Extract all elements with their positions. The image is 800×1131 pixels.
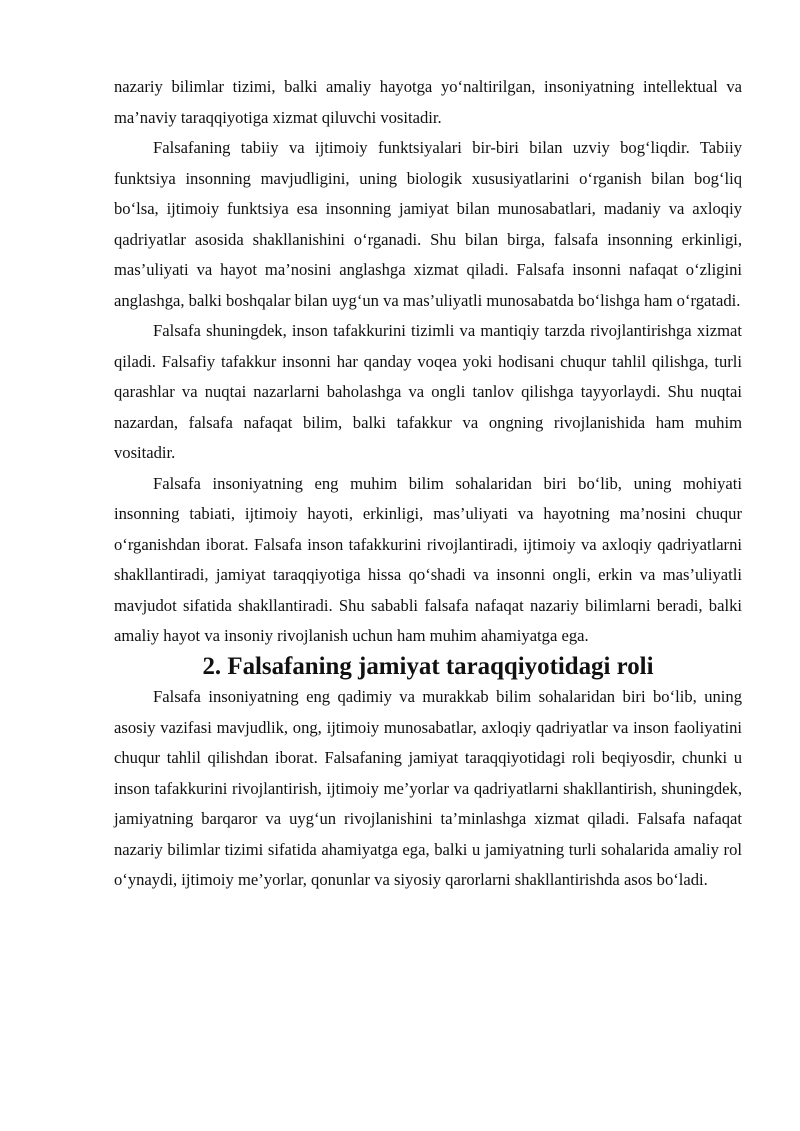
paragraph-functions: Falsafaning tabiiy va ijtimoiy funktsiyalari bir-biri bilan uzviy bog‘liqdir. Tabiiy funktsiya insonning mavjudligini, uning biologik xususiyatlarini o‘rganish bilan bog‘liq bo‘lsa, ijtimoiy funktsiya esa insonning jamiyat bilan munosabatlari, madaniy va axloqiy qadriyatlar asosida shakllanishini o‘rganadi. Shu bilan birga, falsafa insonning erkinligi, mas’uliyati va hayot ma’nosini anglashga xizmat qiladi. Falsafa insonni nafaqat o‘zligini anglashga, balki boshqalar bilan uyg‘un va mas’uliyatli munosabatda bo‘lishga ham o‘rgatadi.: [114, 138, 742, 310]
paragraph-society-role: Falsafa insoniyatning eng qadimiy va murakkab bilim sohalaridan biri bo‘lib, uning asosiy vazifasi mavjudlik, ong, ijtimoiy munosabatlar, axloqiy qadriyatlar va inson faoliyatini chuqur tahlil qilishdan iborat. Falsafaning jamiyat taraqqiyotidagi roli beqiyosdir, chunki u inson tafakkurini rivojlantirish, ijtimoiy me’yorlar va qadriyatlarni shakllantirish, shuningdek, jamiyatning barqaror va uyg‘un rivojlanishini ta’minlashga xizmat qiladi. Falsafa nafaqat nazariy bilimlar tizimi sifatida ahamiyatga ega, balki u jamiyatning turli sohalarida amaliy rol o‘ynaydi, ijtimoiy me’yorlar, qonunlar va siyosiy qarorlarni shakllantirishda asos bo‘ladi.: [114, 687, 742, 889]
paragraph-thinking: Falsafa shuningdek, inson tafakkurini tizimli va mantiqiy tarzda rivojlantirishga xizmat qiladi. Falsafiy tafakkur insonni har qanday voqea yoki hodisani chuqur tahlil qilishga, turli qarashlar va nuqtai nazarlarni baholashga va ongli tanlov qilishga tayyorlaydi. Shu nuqtai nazardan, falsafa nafaqat bilim, balki tafakkur va ongning rivojlanishida ham muhim vositadir.: [114, 321, 742, 462]
paragraph-importance: Falsafa insoniyatning eng muhim bilim sohalaridan biri bo‘lib, uning mohiyati insonning tabiati, ijtimoiy hayoti, erkinligi, mas’uliyati va hayotning ma’nosini chuqur o‘rganishdan iborat. Falsafa inson tafakkurini rivojlantiradi, ijtimoiy va axloqiy qadriyatlarni shakllantiradi, jamiyat taraqqiyotiga hissa qo‘shadi va insonni ongli, erkin va mas’uliyatli mavjudot sifatida shakllantiradi. Shu sababli falsafa nafaqat nazariy bilimlarni beradi, balki amaliy hayot va insoniy rivojlanish uchun ham muhim ahamiyatga ega.: [114, 473, 742, 645]
document-page: [114, 72, 742, 896]
paragraph-continuation: nazariy bilimlar tizimi, balki amaliy hayotga yo‘naltirilgan, insoniyatning intellektual va ma’naviy taraqqiyotiga xizmat qiluvchi vositadir.: [114, 77, 742, 127]
section-heading: 2. Falsafaning jamiyat taraqqiyotidagi roli: [202, 652, 654, 680]
